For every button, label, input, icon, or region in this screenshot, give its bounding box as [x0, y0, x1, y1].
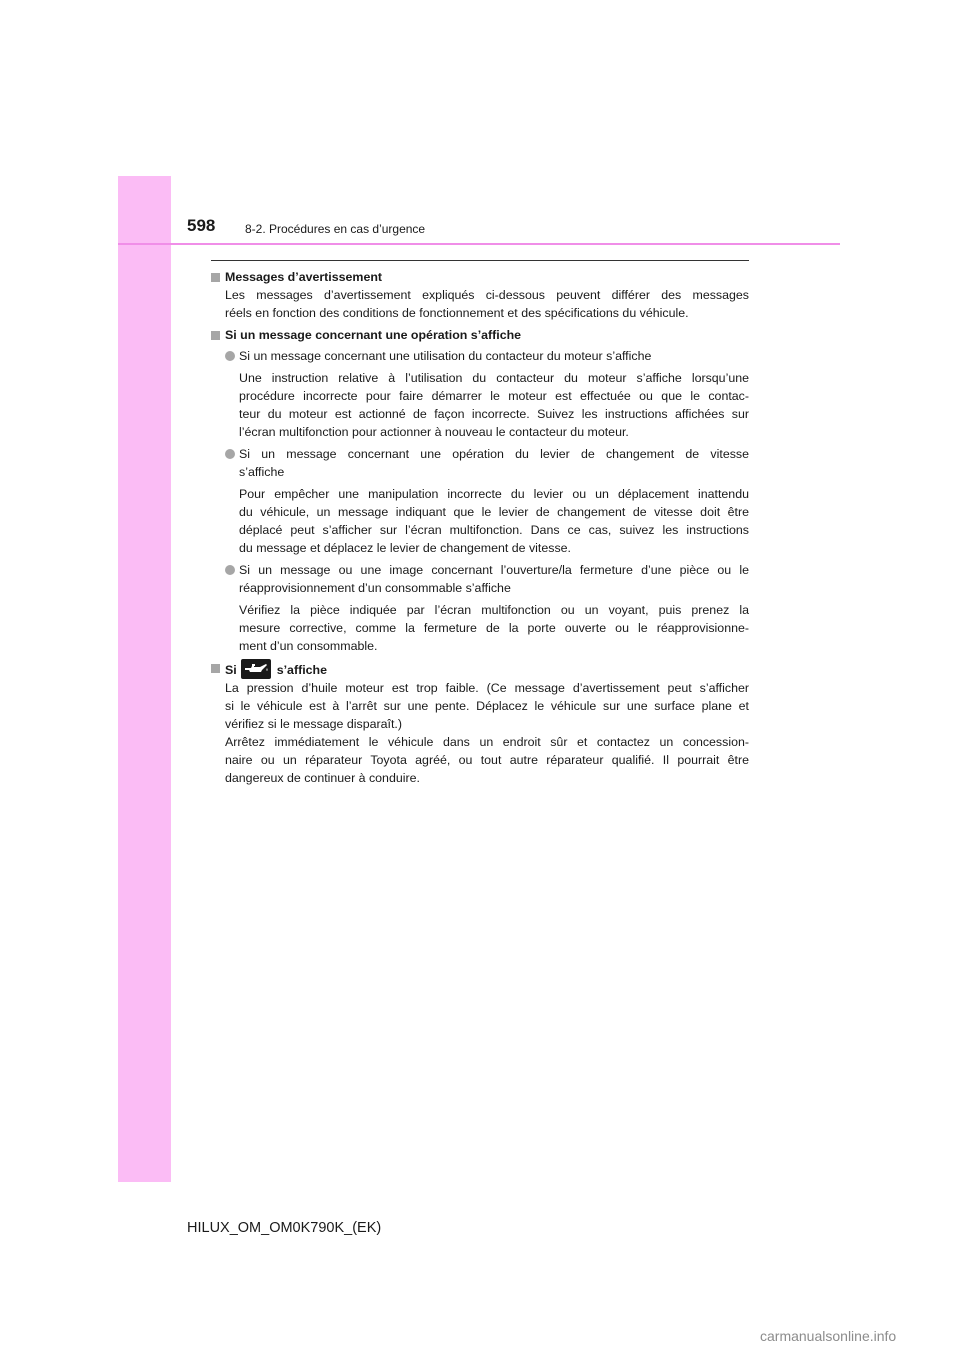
section-heading: [211, 268, 749, 286]
paragraph: [211, 485, 749, 557]
square-bullet-icon: [211, 331, 220, 340]
square-bullet-icon: [211, 664, 220, 673]
text-line: ment d’un consommable.: [239, 639, 378, 653]
text-line: réels en fonction des conditions de fonctionnement et des spécifications du véhicule.: [225, 306, 689, 320]
oil-pressure-section: [211, 659, 749, 787]
text-line: teur du moteur est actionné de façon incorrecte. Suivez les instructions affichées sur: [239, 407, 749, 421]
text-line: Si un message concernant une utilisation du contacteur du moteur s’affiche: [239, 349, 652, 363]
document-code: HILUX_OM_OM0K790K_(EK): [187, 1220, 382, 1236]
paragraph: [211, 679, 749, 787]
header-divider: [118, 243, 840, 245]
paragraph: [211, 286, 749, 322]
heading-text: Si: [225, 663, 237, 677]
text-line: Arrêtez immédiatement le véhicule dans un endroit sûr et contactez un concession-: [225, 735, 749, 749]
text-line: si le véhicule est à l’arrêt sur une pente. Déplacez le véhicule sur une surface plane et: [225, 699, 749, 713]
text-line: Les messages d’avertissement expliqués ci-dessous peuvent différer des messages: [225, 288, 749, 302]
text-line: procédure incorrecte pour faire démarrer le moteur est effectuée ou que le contac-: [239, 389, 749, 403]
oil-pressure-warning-icon: [241, 659, 271, 679]
messages-section: [211, 268, 749, 322]
text-line: vérifiez si le message disparaît.): [225, 717, 402, 731]
text-line: réapprovisionnement d’un consommable s’affiche: [239, 581, 511, 595]
text-line: du véhicule, un message indiquant que le levier de changement de vitesse doit être: [239, 505, 749, 519]
list-item: [211, 561, 749, 597]
square-bullet-icon: [211, 273, 220, 282]
heading-text: Messages d’avertissement: [225, 270, 383, 284]
side-tab-band: [118, 176, 171, 1182]
text-line: du message et déplacez le levier de changement de vitesse.: [239, 541, 571, 555]
text-line: La pression d’huile moteur est trop faible. (Ce message d’avertissement peut s’afficher: [225, 681, 749, 695]
text-line: Une instruction relative à l’utilisation du contacteur du moteur s’affiche lorsqu’une: [239, 371, 749, 385]
text-line: l’écran multifonction pour actionner à nouveau le contacteur du moteur.: [239, 425, 629, 439]
text-line: mesure corrective, comme la fermeture de la porte ouverte ou le réapprovisionne-: [239, 621, 749, 635]
section-title: 8-2. Procédures en cas d’urgence: [245, 222, 426, 236]
heading-text: Si un message concernant une opération s’affiche: [225, 328, 522, 342]
paragraph: [211, 601, 749, 655]
heading-text: s’affiche: [276, 663, 327, 677]
list-item: [211, 347, 749, 365]
operation-section: [211, 326, 749, 655]
section-heading: [211, 326, 749, 344]
text-line: Si un message concernant une opération du levier de changement de vitesse: [239, 447, 749, 461]
text-line: déplacé peut s’afficher sur l’écran multifonction. Dans ce cas, suivez les instructions: [239, 523, 749, 537]
text-line: dangereux de continuer à conduire.: [225, 771, 420, 785]
text-line: s’affiche: [239, 465, 285, 479]
section-heading: [211, 659, 749, 679]
content-rule: [211, 260, 749, 261]
round-bullet-icon: [225, 449, 235, 459]
text-line: Pour empêcher une manipulation incorrecte du levier ou un déplacement inattendu: [239, 487, 749, 501]
text-line: Si un message ou une image concernant l’ouverture/la fermeture d’une pièce ou le: [239, 563, 749, 577]
watermark: carmanualsonline.info: [760, 1328, 897, 1344]
list-item: [211, 445, 749, 481]
text-line: Vérifiez la pièce indiquée par l’écran multifonction ou un voyant, puis prenez la: [239, 603, 749, 617]
paragraph: [211, 369, 749, 441]
page-number: 598: [187, 216, 216, 235]
round-bullet-icon: [225, 565, 235, 575]
page-content: [211, 268, 749, 791]
text-line: naire ou un réparateur Toyota agréé, ou tout autre réparateur qualifié. Il pourrait être: [225, 753, 749, 767]
round-bullet-icon: [225, 351, 235, 361]
